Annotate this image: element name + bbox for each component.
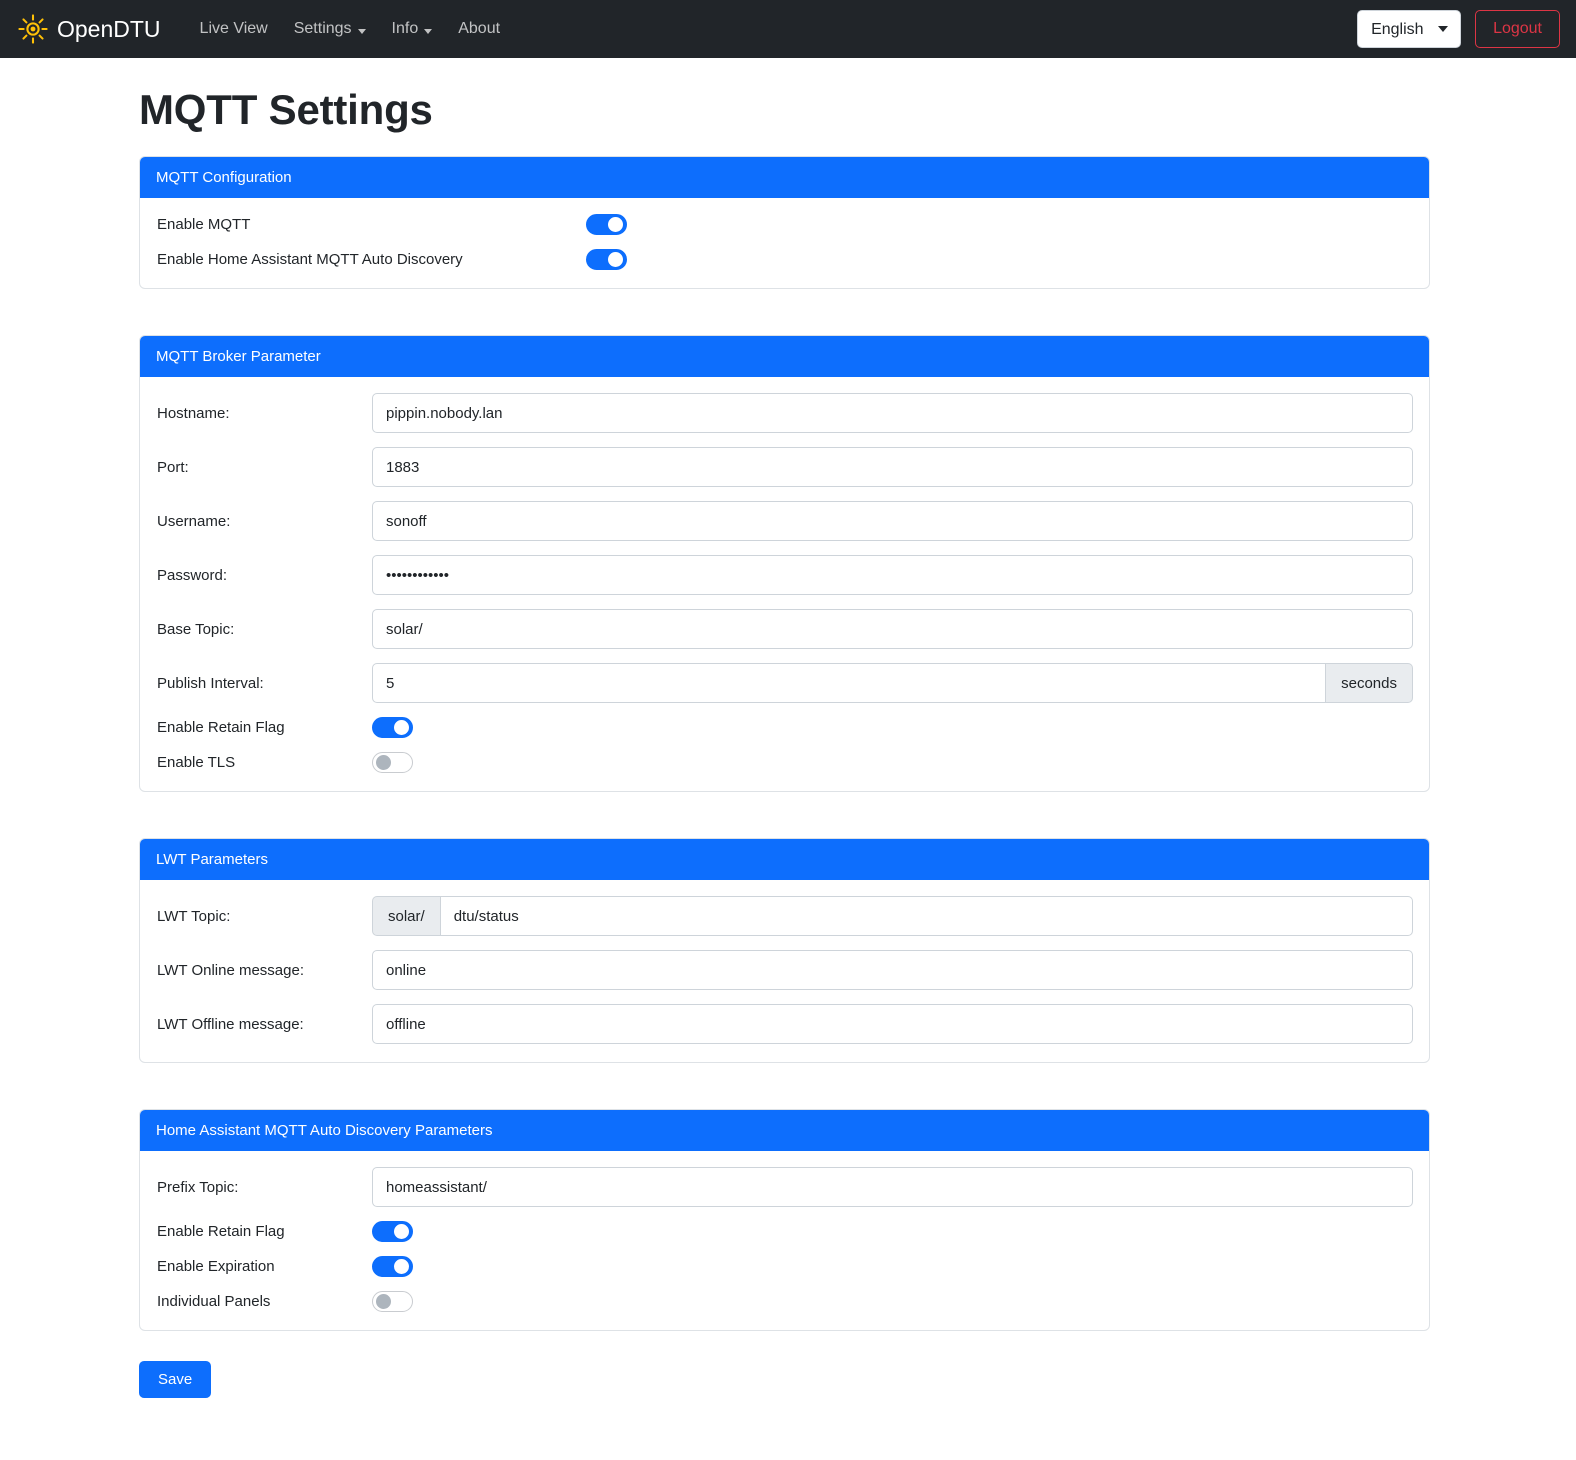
logout-button[interactable]: Logout bbox=[1475, 10, 1560, 48]
nav-item-info-label: Info bbox=[391, 20, 419, 37]
label-individual-panels: Individual Panels bbox=[157, 1293, 271, 1310]
card-body-lwt bbox=[140, 880, 1429, 1062]
row-lwt-online bbox=[156, 950, 1413, 990]
row-lwt-topic bbox=[156, 896, 1413, 936]
toggle-knob bbox=[608, 217, 623, 232]
card-header-lwt: LWT Parameters bbox=[140, 839, 1429, 880]
toggle-knob bbox=[608, 252, 623, 267]
spacer bbox=[0, 1063, 1576, 1109]
toggle-ha-expiration[interactable] bbox=[372, 1256, 413, 1277]
toggle-enable-ha-discovery[interactable] bbox=[586, 249, 627, 270]
spacer bbox=[0, 289, 1576, 335]
toggle-knob bbox=[376, 1294, 391, 1309]
nav-item-about[interactable] bbox=[445, 12, 513, 46]
label-password: Password: bbox=[157, 566, 228, 584]
row-lwt-offline bbox=[156, 1004, 1413, 1044]
label-lwt-online: LWT Online message: bbox=[157, 961, 305, 979]
nav-item-settings[interactable] bbox=[281, 12, 379, 46]
nav-item-info[interactable] bbox=[379, 12, 446, 46]
label-prefix-topic: Prefix Topic: bbox=[157, 1178, 239, 1196]
card-lwt-parameters bbox=[139, 838, 1430, 1063]
label-publish-interval: Publish Interval: bbox=[157, 674, 264, 692]
row-enable-ha-discovery bbox=[156, 249, 1413, 270]
toggle-ha-retain-flag[interactable] bbox=[372, 1221, 413, 1242]
toggle-knob bbox=[394, 1224, 409, 1239]
card-body-mqtt-configuration bbox=[140, 198, 1429, 288]
chevron-down-icon bbox=[424, 29, 432, 34]
language-select-wrapper bbox=[1357, 10, 1461, 48]
card-body-homeassistant bbox=[140, 1151, 1429, 1330]
row-port bbox=[156, 447, 1413, 487]
chevron-down-icon bbox=[358, 29, 366, 34]
toggle-enable-mqtt[interactable] bbox=[586, 214, 627, 235]
row-username bbox=[156, 501, 1413, 541]
label-port: Port: bbox=[157, 458, 189, 476]
toggle-knob bbox=[394, 720, 409, 735]
row-prefix-topic bbox=[156, 1167, 1413, 1207]
label-hostname: Hostname: bbox=[157, 404, 230, 422]
label-ha-expiration: Enable Expiration bbox=[157, 1258, 275, 1275]
row-publish-interval bbox=[156, 663, 1413, 703]
row-ha-expiration bbox=[156, 1256, 1413, 1277]
label-username: Username: bbox=[157, 512, 231, 530]
row-hostname bbox=[156, 393, 1413, 433]
sun-logo-icon bbox=[18, 14, 48, 44]
lwt-online-input[interactable] bbox=[372, 950, 1413, 990]
publish-interval-input[interactable] bbox=[372, 663, 1326, 703]
nav-item-settings-label: Settings bbox=[293, 20, 352, 37]
label-lwt-topic: LWT Topic: bbox=[157, 907, 231, 925]
row-enable-mqtt bbox=[156, 214, 1413, 235]
brand-label: OpenDTU bbox=[57, 15, 161, 42]
nav-links bbox=[187, 12, 514, 46]
card-homeassistant-discovery bbox=[139, 1109, 1430, 1331]
label-base-topic: Base Topic: bbox=[157, 620, 235, 638]
brand[interactable] bbox=[18, 14, 161, 44]
base-topic-input[interactable] bbox=[372, 609, 1413, 649]
password-input[interactable] bbox=[372, 555, 1413, 595]
nav-item-about-label: About bbox=[458, 20, 501, 37]
page-content bbox=[0, 86, 1576, 1438]
nav-item-live-view[interactable] bbox=[187, 12, 281, 46]
card-header-homeassistant: Home Assistant MQTT Auto Discovery Parameters bbox=[140, 1110, 1429, 1151]
card-header-mqtt-broker: MQTT Broker Parameter bbox=[140, 336, 1429, 377]
lwt-offline-input[interactable] bbox=[372, 1004, 1413, 1044]
lwt-topic-prefix: solar/ bbox=[372, 896, 440, 936]
prefix-topic-input[interactable] bbox=[372, 1167, 1413, 1207]
hostname-input[interactable] bbox=[372, 393, 1413, 433]
save-button[interactable]: Save bbox=[139, 1361, 211, 1398]
port-input[interactable] bbox=[372, 447, 1413, 487]
row-individual-panels bbox=[156, 1291, 1413, 1312]
card-mqtt-broker bbox=[139, 335, 1430, 792]
row-enable-tls bbox=[156, 752, 1413, 773]
toggle-knob bbox=[394, 1259, 409, 1274]
toggle-knob bbox=[376, 755, 391, 770]
publish-interval-unit: seconds bbox=[1326, 663, 1413, 703]
username-input[interactable] bbox=[372, 501, 1413, 541]
label-lwt-offline: LWT Offline message: bbox=[157, 1015, 304, 1033]
toggle-individual-panels[interactable] bbox=[372, 1291, 413, 1312]
lwt-topic-input[interactable] bbox=[440, 896, 1413, 936]
navbar-right bbox=[1357, 10, 1560, 48]
row-retain-flag bbox=[156, 717, 1413, 738]
spacer bbox=[0, 792, 1576, 838]
nav-item-live-view-label: Live View bbox=[199, 20, 268, 37]
label-retain-flag: Enable Retain Flag bbox=[157, 719, 285, 736]
top-navbar bbox=[0, 0, 1576, 58]
label-ha-retain-flag: Enable Retain Flag bbox=[157, 1223, 285, 1240]
row-password bbox=[156, 555, 1413, 595]
row-base-topic bbox=[156, 609, 1413, 649]
toggle-retain-flag[interactable] bbox=[372, 717, 413, 738]
lwt-topic-group bbox=[372, 896, 1413, 936]
label-enable-tls: Enable TLS bbox=[157, 754, 236, 771]
card-header-mqtt-configuration: MQTT Configuration bbox=[140, 157, 1429, 198]
label-enable-mqtt: Enable MQTT bbox=[157, 216, 251, 233]
card-body-mqtt-broker bbox=[140, 377, 1429, 791]
card-mqtt-configuration bbox=[139, 156, 1430, 289]
publish-interval-group bbox=[372, 663, 1413, 703]
row-ha-retain-flag bbox=[156, 1221, 1413, 1242]
toggle-enable-tls[interactable] bbox=[372, 752, 413, 773]
page-title: MQTT Settings bbox=[139, 86, 433, 133]
language-select[interactable] bbox=[1357, 10, 1461, 48]
label-enable-ha-discovery: Enable Home Assistant MQTT Auto Discovery bbox=[157, 251, 463, 268]
